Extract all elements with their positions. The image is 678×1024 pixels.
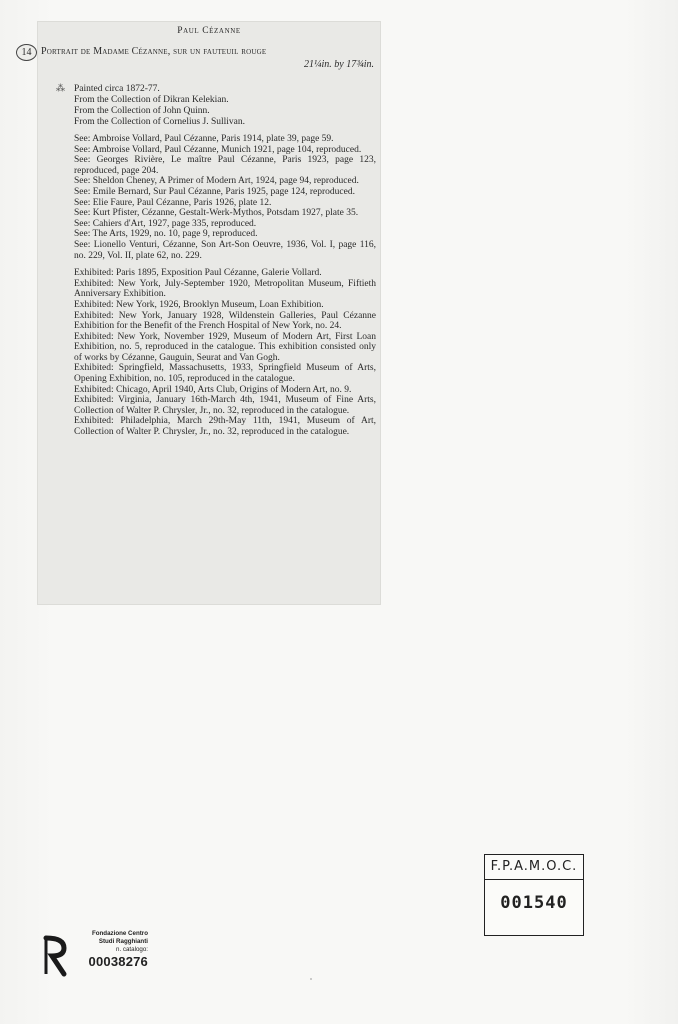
reference-entry: See: Ambroise Vollard, Paul Cézanne, Munich 1921, page 104, reproduced. bbox=[74, 144, 362, 155]
reference-entry: See: Ambroise Vollard, Paul Cézanne, Paris 1914, plate 39, page 59. bbox=[74, 134, 334, 144]
section-gap bbox=[74, 261, 376, 268]
stamp-number: 001540 bbox=[500, 893, 568, 913]
provenance-list bbox=[74, 84, 374, 128]
exhibition-entry: Exhibited: Springfield, Massachusetts, 1933, Springfield Museum of Arts, Opening Exhibition, no. 105, reproduced in the catalogue. bbox=[74, 363, 376, 385]
ragghianti-logo-icon bbox=[42, 934, 68, 978]
page-header-author: Paul Cézanne bbox=[177, 26, 241, 36]
reference-entry: See: Sheldon Cheney, A Primer of Modern Art, 1924, page 94, reproduced. bbox=[74, 176, 359, 187]
reference-entry: See: Emile Bernard, Sur Paul Cézanne, Paris 1925, page 124, reproduced. bbox=[74, 186, 355, 197]
archive-name-line1: Fondazione Centro bbox=[91, 930, 148, 937]
archive-name-line2: Studi Ragghianti bbox=[98, 938, 148, 945]
provenance-line: Painted circa 1872-77. bbox=[74, 84, 160, 94]
reference-entry: See: Cahiers d'Art, 1927, page 335, reproduced. bbox=[74, 218, 257, 229]
reference-entry: See: Lionello Venturi, Cézanne, Son Art-Son Oeuvre, 1936, Vol. I, page 116, no. 229, Vol. II, plate 62, no. 229. bbox=[74, 239, 376, 261]
exhibition-entry: Exhibited: Virginia, January 16th-March 4th, 1941, Museum of Fine Arts, Collection of Walter P. Chrysler, Jr., no. 32, reproduced in the catalogue. bbox=[74, 395, 376, 416]
reference-entry: See: Elie Faure, Paul Cézanne, Paris 1926, plate 12. bbox=[74, 197, 272, 208]
fpamoc-stamp bbox=[484, 854, 584, 936]
exhibition-entry: Exhibited: Paris 1895, Exposition Paul Cézanne, Galerie Vollard. bbox=[74, 268, 322, 279]
references-and-exhibitions bbox=[74, 134, 376, 438]
provenance-line: From the Collection of John Quinn. bbox=[74, 106, 210, 116]
provenance-line: From the Collection of Dikran Kelekian. bbox=[74, 95, 229, 105]
archive-label-text bbox=[82, 930, 148, 970]
exhibition-entry: Exhibited: New York, January 1928, Wildenstein Galleries, Paul Cézanne Exhibition for the Benefit of the French Hospital of New York, no. 24. bbox=[74, 310, 376, 332]
provenance-line: From the Collection of Cornelius J. Sullivan. bbox=[74, 117, 245, 127]
exhibition-entry: Exhibited: Chicago, April 1940, Arts Club, Origins of Modern Art, no. 9. bbox=[74, 384, 352, 395]
artwork-title: Portrait de Madame Cézanne, sur un fauteuil rouge bbox=[41, 46, 267, 57]
archive-label bbox=[42, 930, 152, 980]
reference-entry: See: Georges Rivière, Le maître Paul Cézanne, Paris 1923, page 123, reproduced, page 204. bbox=[74, 155, 376, 176]
reference-entry: See: Kurt Pfister, Cézanne, Gestalt-Werk-Mythos, Potsdam 1927, plate 35. bbox=[74, 208, 359, 219]
exhibition-entry: Exhibited: New York, July-September 1920, Metropolitan Museum, Fiftieth Anniversary Exhibition. bbox=[74, 278, 376, 300]
asterism-icon: ⁂ bbox=[56, 83, 65, 93]
reference-entry: See: The Arts, 1929, no. 10, page 9, reproduced. bbox=[74, 229, 258, 240]
stamp-heading: F.P.A.M.O.C. bbox=[485, 855, 583, 880]
exhibition-entry: Exhibited: New York, 1926, Brooklyn Museum, Loan Exhibition. bbox=[74, 299, 324, 310]
catalogue-number-badge: 14 bbox=[16, 44, 37, 61]
exhibition-entry: Exhibited: Philadelphia, March 29th-May 11th, 1941, Museum of Art, Collection of Walter P. Chrysler, Jr., no. 32, reproduced in the catalogue. bbox=[74, 416, 376, 438]
catalogue-clipping bbox=[21, 22, 380, 604]
artwork-dimensions: 21¼in. by 17¾in. bbox=[304, 59, 374, 70]
exhibition-entry: Exhibited: New York, November 1929, Museum of Modern Art, First Loan Exhibition, no. 5, reproduced in the catalogue. This exhibition consisted only of works by Cézanne, Gauguin, Seurat and Van Gogh. bbox=[74, 331, 376, 363]
catalogue-caption: n. catalogo: bbox=[116, 946, 148, 953]
paper-speck bbox=[310, 978, 312, 980]
catalogue-number: 00038276 bbox=[88, 954, 148, 969]
